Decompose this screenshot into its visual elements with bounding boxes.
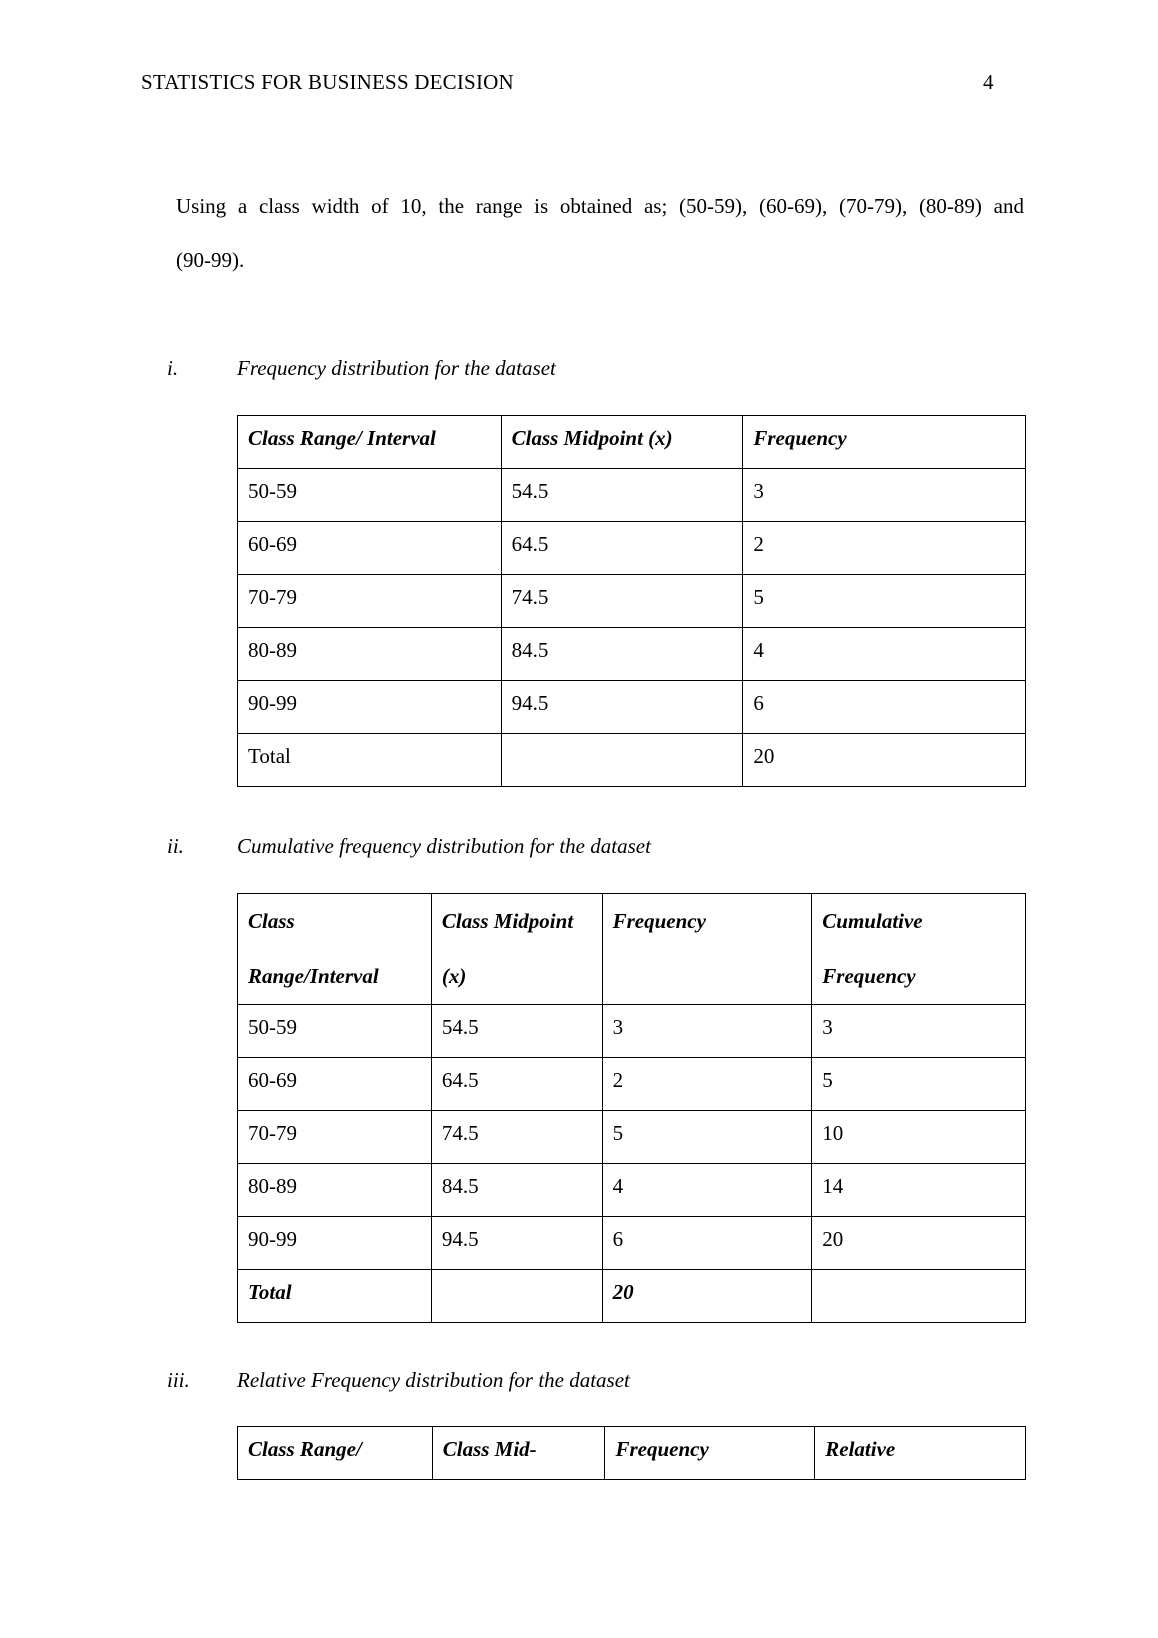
section-number-i: i.: [167, 356, 179, 380]
table-cell: 84.5: [501, 628, 743, 681]
table-cell: 94.5: [501, 681, 743, 734]
table-cell: 54.5: [431, 1005, 602, 1058]
table-cell: 2: [602, 1058, 812, 1111]
table-row: [238, 1111, 1026, 1164]
intro-paragraph-line-2: (90-99).: [176, 248, 245, 272]
table-cell: 64.5: [501, 522, 743, 575]
table-header-row: [238, 416, 1026, 469]
frequency-distribution-table: [237, 415, 1026, 787]
table-row: [238, 575, 1026, 628]
relative-frequency-table: [237, 1426, 1026, 1480]
table-cell: 3: [812, 1005, 1026, 1058]
section-caption-cumulative: Cumulative frequency distribution for the dataset: [237, 834, 651, 858]
intro-paragraph-line-1: Using a class width of 10, the range is obtained as; (50-59), (60-69), (70-79), (80-89) and: [176, 194, 1024, 218]
table-cell: 60-69: [238, 1058, 432, 1111]
table-row: [238, 1005, 1026, 1058]
running-header-title: STATISTICS FOR BUSINESS DECISION: [141, 70, 514, 94]
table-cell: 84.5: [431, 1164, 602, 1217]
table-header-cell: [602, 894, 812, 1005]
table-cell: 20: [602, 1270, 812, 1323]
table-cell: 6: [743, 681, 1026, 734]
table-header-cell: Class Mid-: [432, 1427, 605, 1480]
table-cell: 94.5: [431, 1217, 602, 1270]
table-total-row: [238, 1270, 1026, 1323]
table-cell: 50-59: [238, 469, 502, 522]
header-line: Frequency: [822, 964, 916, 988]
table-row: [238, 1058, 1026, 1111]
table-header-row: [238, 894, 1026, 1005]
table-cell: 10: [812, 1111, 1026, 1164]
table-header-row: [238, 1427, 1026, 1480]
table-cell: 3: [743, 469, 1026, 522]
table-header-cell: Class Range/: [238, 1427, 433, 1480]
table-cell: 90-99: [238, 1217, 432, 1270]
section-number-iii: iii.: [167, 1368, 190, 1392]
table-cell: 50-59: [238, 1005, 432, 1058]
table-cell: 6: [602, 1217, 812, 1270]
table-header-cell: [812, 894, 1026, 1005]
table-cell: 90-99: [238, 681, 502, 734]
table-cell: 20: [812, 1217, 1026, 1270]
table-cell: [431, 1270, 602, 1323]
table-cell: 70-79: [238, 575, 502, 628]
table-total-row: [238, 734, 1026, 787]
table-cell: 80-89: [238, 1164, 432, 1217]
table-cell: 70-79: [238, 1111, 432, 1164]
table-cell: 3: [602, 1005, 812, 1058]
table-header-cell: Frequency: [605, 1427, 815, 1480]
page-number: 4: [983, 70, 994, 94]
table-header-cell: [431, 894, 602, 1005]
section-number-ii: ii.: [167, 834, 184, 858]
header-line: Frequency: [612, 909, 706, 933]
table-cell: Total: [238, 1270, 432, 1323]
table-header-cell: Frequency: [743, 416, 1026, 469]
table-row: [238, 681, 1026, 734]
table-cell: 80-89: [238, 628, 502, 681]
table-cell: 64.5: [431, 1058, 602, 1111]
table-cell: 2: [743, 522, 1026, 575]
table-cell: 5: [743, 575, 1026, 628]
table-cell: 60-69: [238, 522, 502, 575]
table-row: [238, 1164, 1026, 1217]
table-cell: 5: [602, 1111, 812, 1164]
table-header-cell: Class Midpoint (x): [501, 416, 743, 469]
table-cell: 20: [743, 734, 1026, 787]
table-header-cell: Class Range/ Interval: [238, 416, 502, 469]
table-cell: Total: [238, 734, 502, 787]
cumulative-frequency-table: [237, 893, 1026, 1323]
table-cell: 74.5: [431, 1111, 602, 1164]
section-caption-relative: Relative Frequency distribution for the dataset: [237, 1368, 630, 1392]
table-cell: 74.5: [501, 575, 743, 628]
header-line: (x): [441, 964, 467, 988]
header-line: Class Midpoint: [441, 909, 574, 933]
table-header-cell: [238, 894, 432, 1005]
table-cell: [812, 1270, 1026, 1323]
header-line: Range/Interval: [248, 964, 379, 988]
table-row: [238, 628, 1026, 681]
table-row: [238, 469, 1026, 522]
table-cell: 54.5: [501, 469, 743, 522]
header-line: Cumulative: [822, 909, 923, 933]
table-row: [238, 1217, 1026, 1270]
section-caption-frequency: Frequency distribution for the dataset: [237, 356, 556, 380]
table-cell: 5: [812, 1058, 1026, 1111]
table-cell: 14: [812, 1164, 1026, 1217]
table-cell: [501, 734, 743, 787]
table-row: [238, 522, 1026, 575]
table-cell: 4: [602, 1164, 812, 1217]
table-header-cell: Relative: [815, 1427, 1026, 1480]
header-line: Class: [248, 909, 295, 933]
table-cell: 4: [743, 628, 1026, 681]
